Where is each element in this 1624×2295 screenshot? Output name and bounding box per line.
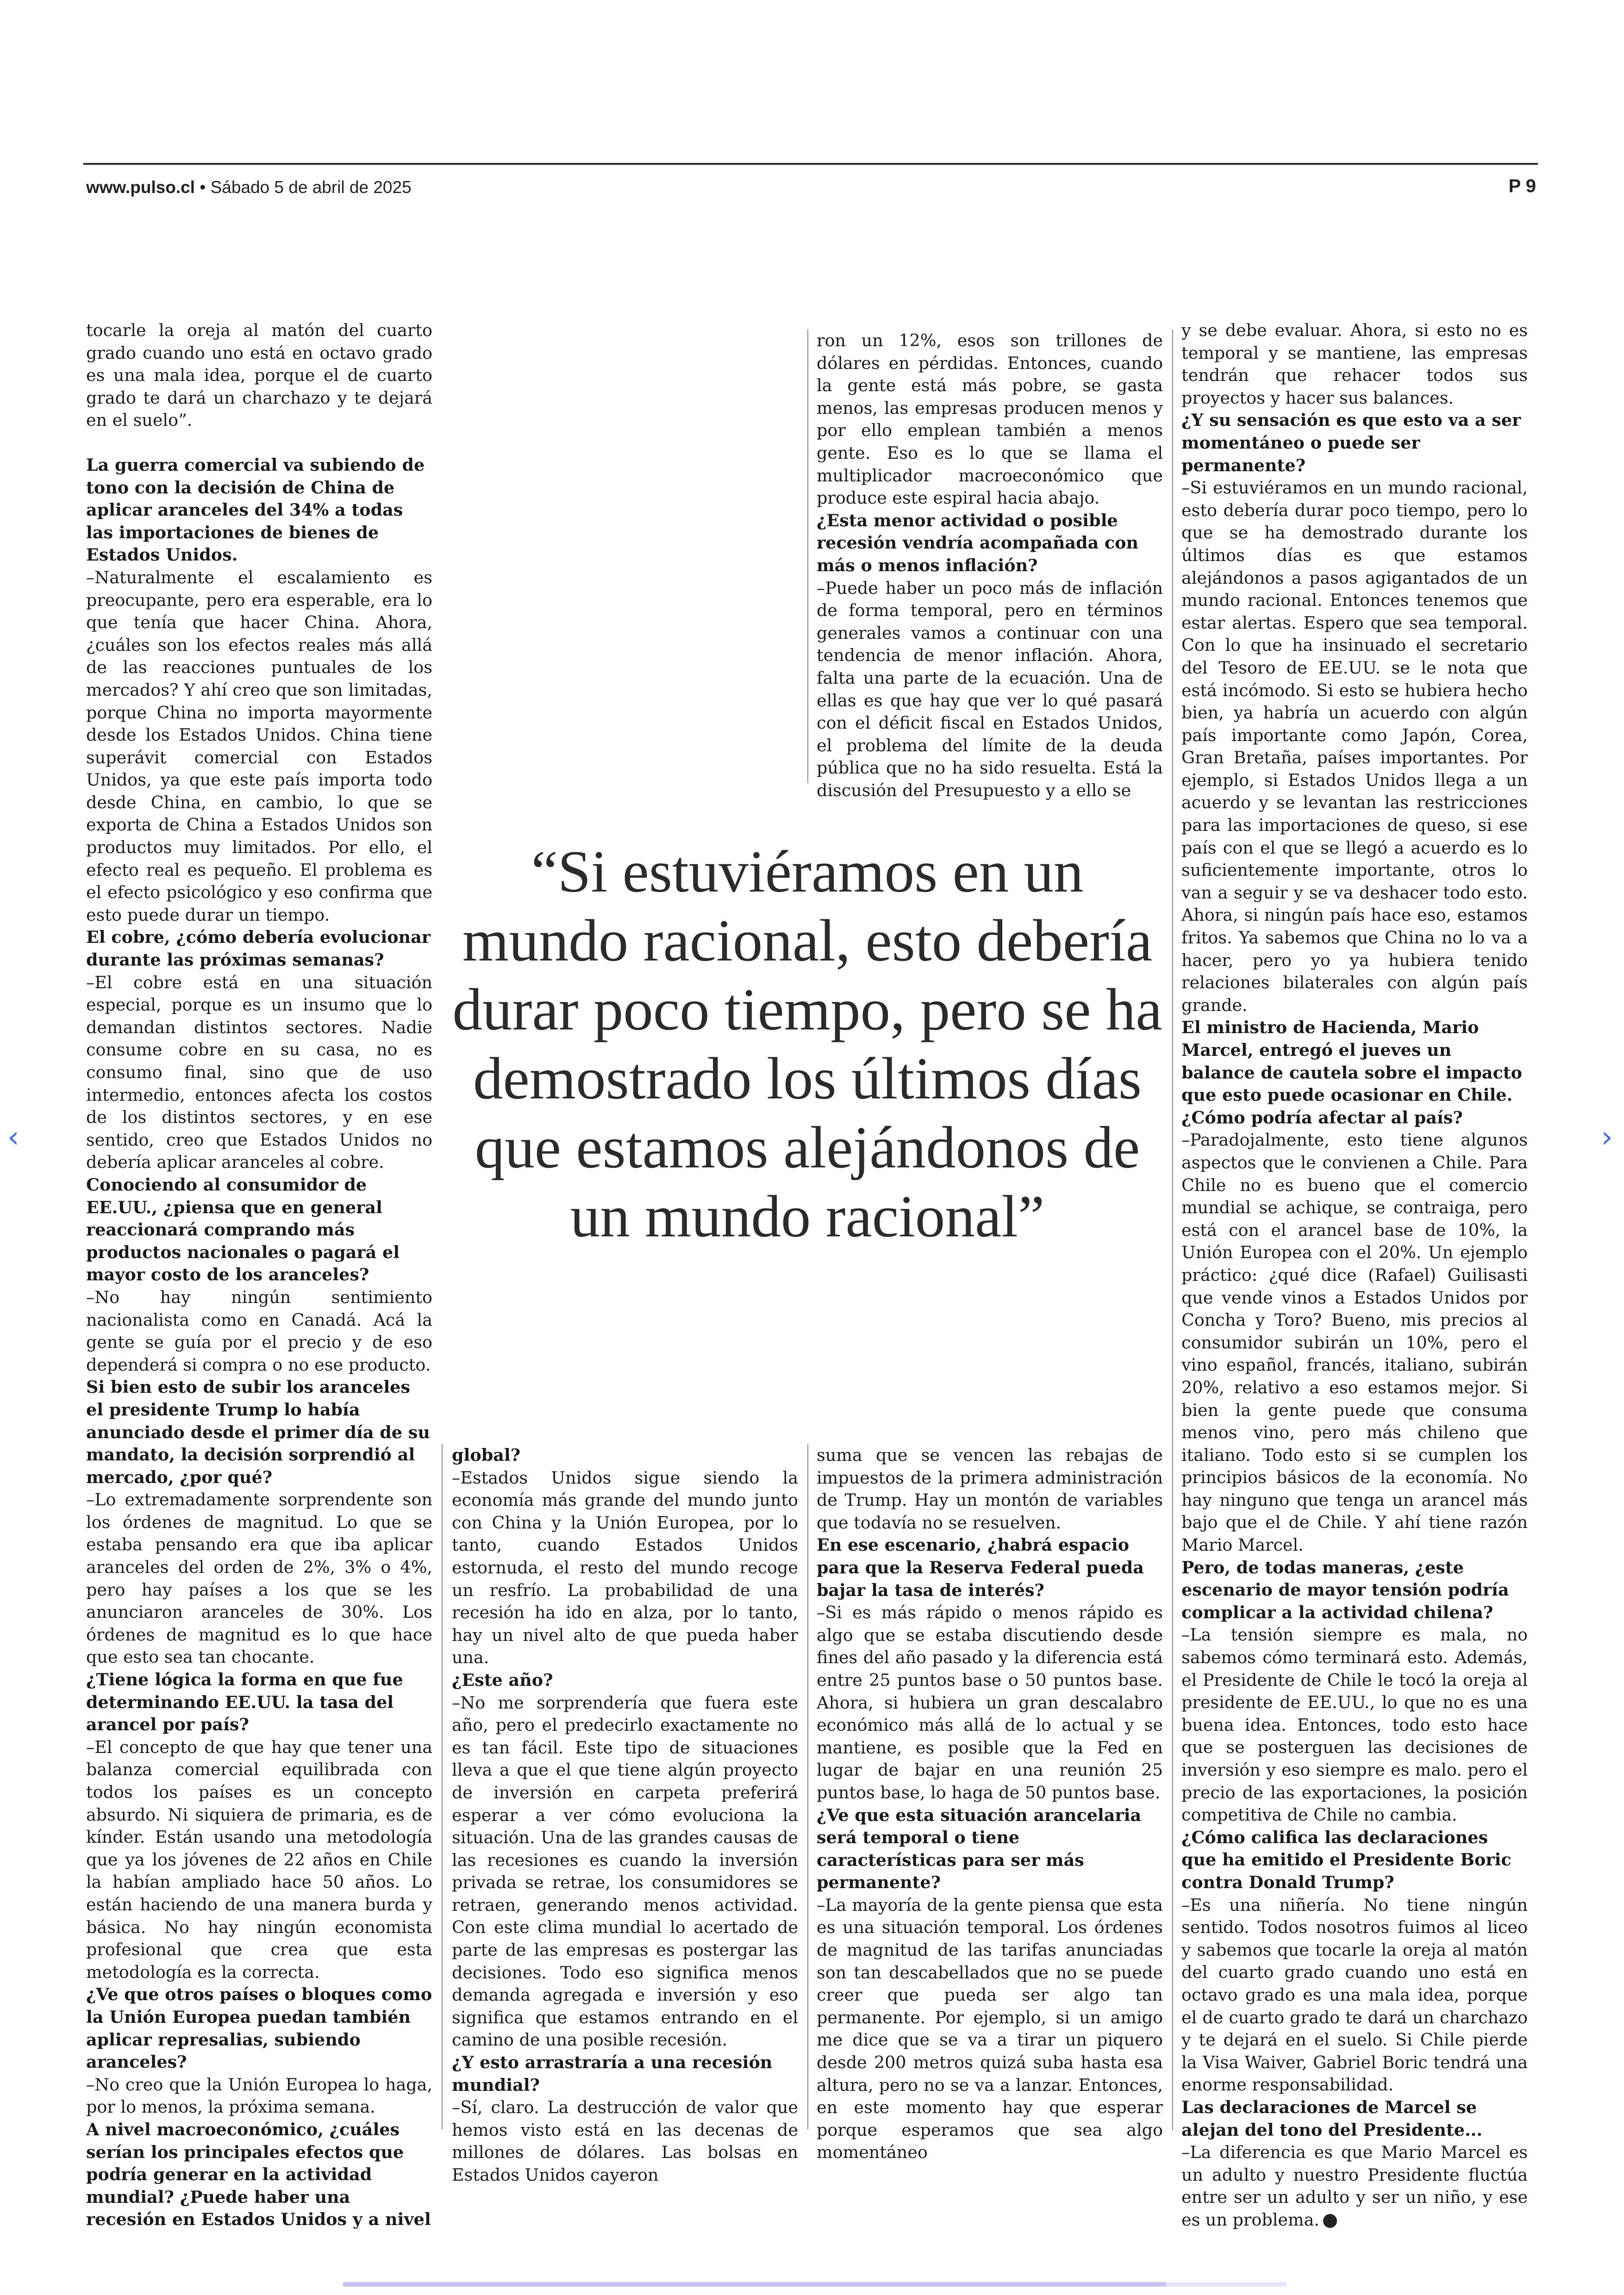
interview-answer: –No hay ningún sentimiento nacionalista como en Canadá. Acá la gente se guía por el precio y de eso dependerá si compra o no ese producto. bbox=[86, 1287, 432, 1375]
interview-answer: tocarle la oreja al matón del cuarto grado cuando uno está en octavo grado es una mala idea, porque el de cuarto grado te dará un charchazo y te dejará en el suelo”. bbox=[86, 320, 432, 430]
interview-answer: y se debe evaluar. Ahora, si esto no es temporal y se mantiene, las empresas tendrán que rehacer todos sus proyectos y hacer sus balances. bbox=[1181, 320, 1528, 408]
interview-question: ¿Tiene lógica la forma en que fue determinando EE.UU. la tasa del arancel por país? bbox=[86, 1670, 403, 1735]
interview-answer: –No creo que la Unión Europea lo haga, por lo menos, la próxima semana. bbox=[86, 2074, 432, 2117]
interview-question: El ministro de Hacienda, Mario Marcel, entregó el jueves un balance de cautela sobre el impacto que esto puede ocasionar en Chile. ¿Cómo podría afectar al país? bbox=[1181, 1017, 1523, 1128]
interview-answer: –Naturalmente el escalamiento es preocupante, pero era esperable, era lo que tenía que hacer China. Ahora, ¿cuáles son los efectos reales más allá de las reacciones puntuales de los mercados? Y ahí creo que son limitadas, porque China no importa mayormente desde los Estados Unidos. China tiene superávit comercial con Estados Unidos, ya que este país importa todo desde China, en cambio, lo que se exporta de China a Estados Unidos son productos muy limitados. Por ello, el efecto real es pequeño. El problema es el efecto psicológico y eso confirma que esto puede durar un tiempo. bbox=[86, 567, 432, 925]
interview-answer: –El concepto de que hay que tener una balanza comercial equilibrada con todos los países es un concepto absurdo. Ni siquiera de primaria, es de kínder. Están usando una metodología que ya los jóvenes de 22 años en Chile la habían ampliado hace 50 años. Lo están haciendo de una manera burda y básica. No hay ningún economista profesional que crea que esta metodología es la correcta. bbox=[86, 1737, 432, 1982]
interview-question: Si bien esto de subir los aranceles el presidente Trump lo había anunciado desde el primer día de su mandato, la decisión sorprendió al mercado, ¿por qué? bbox=[86, 1377, 430, 1487]
interview-answer: –Es una niñería. No tiene ningún sentido. Todos nosotros fuimos al liceo y sabemos que tocarle la oreja al matón del cuarto grado cuando uno está en octavo grado es una mala idea, porque el de cuarto grado te dará un charchazo y te dejará en el suelo. Si Chile pierde la Visa Waiver, Gabriel Boric tendrá una enorme responsabilidad. bbox=[1181, 1895, 1528, 2095]
column-divider bbox=[1172, 330, 1173, 2130]
interview-question: ¿Este año? bbox=[452, 1670, 553, 1690]
interview-question: ¿Cómo califica las declaraciones que ha emitido el Presidente Boric contra Donald Trump? bbox=[1181, 1827, 1512, 1892]
interview-answer: –Si estuviéramos en un mundo racional, esto debería durar poco tiempo, pero lo que se ha demostrado durante los últimos días es que estamos alejándonos a pasos agigantados de un mundo racional. Entonces tenemos que estar alertas. Espero que sea temporal. Con lo que ha insinuado el secretario del Tesoro de EE.UU. se le nota que está incómodo. Si esto se hubiera hecho bien, ya habría un acuerdo con algún país importante como Japón, Corea, Gran Bretaña, países importantes. Por ejemplo, si Estados Unidos llega a un acuerdo y se levantan las restricciones para las importaciones de queso, si ese país con el que se llegó a acuerdo es lo suficientemente importante, otros lo van a seguir y se va deshacer todo esto. Ahora, si ningún país hace eso, estamos fritos. Ya sabemos que China no lo va a hacer, pero yo ya hubiera tenido relaciones bilaterales con algún país grande. bbox=[1181, 478, 1528, 1015]
column-4 bbox=[1181, 319, 1528, 2231]
interview-answer: –La tensión siempre es mala, no sabemos cómo terminará esto. Además, el Presidente de Chile le tocó la oreja al presidente de EE.UU., lo que no es una buena idea. Entonces, todo esto hace que se posterguen las decisiones de inversión y eso siempre es malo. pero el precio de las exportaciones, la posición competitiva de Chile no cambia. bbox=[1181, 1625, 1528, 1825]
header-rule bbox=[83, 163, 1538, 165]
next-page-icon[interactable]: › bbox=[1601, 1120, 1613, 1154]
interview-question: ¿Y su sensación es que esto va a ser momentáneo o puede ser permanente? bbox=[1181, 410, 1521, 475]
interview-answer: –No me sorprendería que fuera este año, pero el predecirlo exactamente no es tan fácil. Este tipo de situaciones lleva a que el que tiene algún proyecto de inversión en carpeta preferirá esperar a ver cómo evoluciona la situación. Una de las grandes causas de las recesiones es cuando la inversión privada se retrae, los consumidores se retraen, generando menos actividad. Con este clima mundial lo acertado de parte de las empresas es postergar las decisiones. Todo eso significa menos demanda agregada e inversión y eso significa que estamos entrando en el camino de una posible recesión. bbox=[452, 1692, 798, 2050]
interview-question: ¿Y esto arrastraría a una recesión mundial? bbox=[452, 2052, 773, 2095]
interview-answer: suma que se vencen las rebajas de impuestos de la primera administración de Trump. Hay un montón de variables que todavía no se resuelven. bbox=[817, 1445, 1163, 1533]
page-number: P 9 bbox=[1508, 176, 1536, 196]
interview-question: ¿Esta menor actividad o posible recesión vendría acompañada con más o menos inflación? bbox=[817, 510, 1139, 575]
column-1 bbox=[86, 319, 432, 2231]
interview-question: En ese escenario, ¿habrá espacio para que la Reserva Federal pueda bajar la tasa de interés? bbox=[817, 1535, 1144, 1600]
header-separator: • bbox=[195, 178, 211, 197]
page-header bbox=[86, 178, 412, 197]
previous-page-icon[interactable]: ‹ bbox=[7, 1120, 19, 1154]
column-divider bbox=[442, 1444, 443, 2129]
interview-answer: –La mayoría de la gente piensa que esta es una situación temporal. Los órdenes de magnitud de las tarifas anunciadas son tan descabellados que no se puede creer que pueda ser algo tan permanente. Por ejemplo, si un amigo me dice que se va a tirar un piquero desde 200 metros quizá suba hasta esa altura, pero no se va a lanzar. Entonces, en este momento hay que esperar porque esperamos que sea algo momentáneo bbox=[817, 1895, 1163, 2163]
interview-answer: –Sí, claro. La destrucción de valor que hemos visto está en las decenas de millones de dólares. Las bolsas en Estados Unidos cayeron bbox=[452, 2097, 798, 2185]
interview-question: ¿Ve que otros países o bloques como la Unión Europea puedan también aplicar represalias, subiendo aranceles? bbox=[86, 1984, 432, 2072]
column-divider bbox=[807, 1444, 808, 2129]
interview-question: Las declaraciones de Marcel se alejan del tono del Presidente... bbox=[1181, 2097, 1483, 2140]
scrollbar-thumb[interactable] bbox=[343, 2282, 1167, 2287]
end-of-article-icon bbox=[1323, 2214, 1337, 2228]
pull-quote: “Si estuviéramos en un mundo racional, esto debería durar poco tiempo, pero se ha demostrado los últimos días que estamos alejándonos de un mundo racional” bbox=[452, 838, 1162, 1249]
interview-question: Pero, de todas maneras, ¿este escenario de mayor tensión podría complicar a la actividad chilena? bbox=[1181, 1557, 1509, 1622]
interview-question: A nivel macroeconómico, ¿cuáles serían los principales efectos que podría generar en la actividad mundial? ¿Puede haber una recesión en Estados Unidos y a nivel bbox=[86, 2119, 431, 2230]
interview-answer: ron un 12%, esos son trillones de dólares en pérdidas. Entonces, cuando la gente está más pobre, se gasta menos, las empresas producen menos y por ello emplean también a menos gente. Eso es lo que se llama el multiplicador macroeconómico que produce este espiral hacia abajo. bbox=[817, 331, 1163, 508]
column-2 bbox=[452, 1444, 798, 2187]
interview-answer: –Paradojalmente, esto tiene algunos aspectos que le convienen a Chile. Para Chile no es bueno que el comercio mundial se achique, se contraiga, pero está con el arancel base de 10%, la Unión Europea con el 20%. Un ejemplo práctico: ¿qué dice (Rafael) Guilisasti que vende vinos a Estados Unidos por Concha y Toro? Bueno, mis precios al consumidor subirán un 10%, pero el vino español, francés, italiano, subirán 20%, relativo a eso estamos mejor. Si bien la gente puede que consuma menos vino, pero más chileno que italiano. Todo esto si se cumplen los principios básicos de la economía. No hay ninguno que tenga un arancel más bajo que el de Chile. Y ahí tiene razón Mario Marcel. bbox=[1181, 1130, 1528, 1555]
interview-question: La guerra comercial va subiendo de tono con la decisión de China de aplicar aranceles del 34% a todas las importaciones de bienes de Estados Unidos. bbox=[86, 455, 425, 565]
interview-answer: –Estados Unidos sigue siendo la economía más grande del mundo junto con China y la Unión Europea, por lo tanto, cuando Estados Unidos estornuda, el resto del mundo recoge un resfrío. La probabilidad de una recesión ha ido en alza, por lo tanto, hay un nivel alto de que pueda haber una. bbox=[452, 1467, 798, 1668]
site-url[interactable]: www.pulso.cl bbox=[86, 178, 195, 197]
interview-question: Conociendo al consumidor de EE.UU., ¿piensa que en general reaccionará comprando más productos nacionales o pagará el mayor costo de los aranceles? bbox=[86, 1174, 400, 1285]
interview-answer: –La diferencia es que Mario Marcel es un adulto y nuestro Presidente fluctúa entre ser un adulto y ser un niño, y ese es un problema. bbox=[1181, 2142, 1528, 2230]
column-divider bbox=[807, 330, 808, 783]
column-3-bottom bbox=[817, 1444, 1163, 2164]
interview-answer: –Puede haber un poco más de inflación de forma temporal, pero en términos generales vamos a continuar con una tendencia de menor inflación. Ahora, falta una parte de la ecuación. Una de ellas es que hay que ver lo qué pasará con el déficit fiscal en Estados Unidos, el problema del límite de la deuda pública que no ha sido resuelta. Está la discusión del Presupuesto y a ello se bbox=[817, 578, 1163, 800]
interview-answer: –Si es más rápido o menos rápido es algo que se estaba discutiendo desde fines del año pasado y la diferencia está entre 25 puntos base o 50 puntos base. Ahora, si hubiera un gran descalabro económico más allá de lo actual y se mantiene, es posible que la Fed en lugar de bajar en una reunión 25 puntos base, lo haga de 50 puntos base. bbox=[817, 1603, 1163, 1802]
interview-answer: –El cobre está en una situación especial, porque es un insumo que lo demandan distintos sectores. Nadie consume cobre en su casa, no es consumo final, sino que de uso intermedio, entonces afecta los costos de los distintos sectores, y en ese sentido, creo que Estados Unidos no debería aplicar aranceles al cobre. bbox=[86, 972, 432, 1172]
issue-date: Sábado 5 de abril de 2025 bbox=[210, 178, 412, 197]
interview-question: ¿Ve que esta situación arancelaria será temporal o tiene características para ser más permanente? bbox=[817, 1805, 1142, 1893]
interview-question: El cobre, ¿cómo debería evolucionar durante las próximas semanas? bbox=[86, 927, 431, 970]
column-3-top bbox=[817, 330, 1163, 802]
interview-answer: –Lo extremadamente sorprendente son los órdenes de magnitud. Lo que se estaba pensando era que iba aplicar aranceles del orden de 2%, 3% o 4%, pero hay países a los que se les anunciaron aranceles de 30%. Los órdenes de magnitud es lo que hace que esto sea tan chocante. bbox=[86, 1490, 432, 1667]
interview-question: global? bbox=[452, 1445, 521, 1465]
